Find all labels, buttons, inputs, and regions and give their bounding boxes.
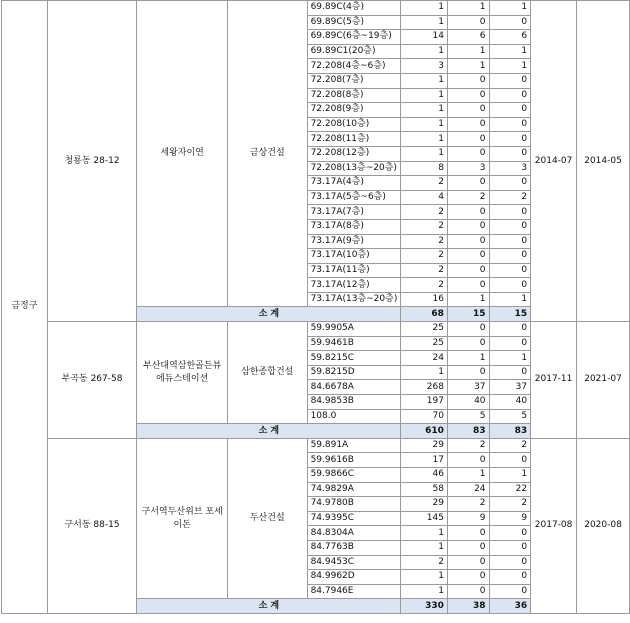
count-b-cell: 1: [447, 292, 489, 307]
supply-count-cell: 145: [401, 511, 448, 526]
count-b-cell: 0: [447, 88, 489, 103]
unit-type-cell: 74.9780B: [307, 497, 401, 512]
count-c-cell: 37: [489, 380, 531, 395]
date-b-cell: 2014-05: [577, 1, 630, 322]
supply-count-cell: 16: [401, 292, 448, 307]
unit-type-cell: 84.7763B: [307, 540, 401, 555]
count-c-cell: 9: [489, 511, 531, 526]
unit-type-cell: 59.9905A: [307, 322, 401, 337]
count-b-cell: 0: [447, 526, 489, 541]
supply-count-cell: 24: [401, 351, 448, 366]
count-c-cell: 2: [489, 497, 531, 512]
count-b-cell: 0: [447, 15, 489, 30]
date-a-cell: 2017-11: [531, 322, 577, 439]
complex-name-cell: 구서역두산위브 포세이돈: [137, 438, 228, 599]
supply-count-cell: 1: [401, 44, 448, 59]
count-c-cell: 0: [489, 234, 531, 249]
table-row: [2, 322, 630, 337]
count-b-cell: 1: [447, 351, 489, 366]
count-c-cell: 1: [489, 44, 531, 59]
unit-type-cell: 72.208(12층): [307, 146, 401, 161]
count-c-cell: 0: [489, 278, 531, 293]
unit-type-cell: 69.89C(6층~19층): [307, 30, 401, 45]
count-b-cell: 0: [447, 234, 489, 249]
unit-type-cell: 69.89C1(20층): [307, 44, 401, 59]
count-c-cell: 2: [489, 438, 531, 453]
complex-name-cell: 세왕자이연: [137, 1, 228, 307]
count-b-cell: 0: [447, 205, 489, 220]
unit-type-cell: 72.208(4층~6층): [307, 59, 401, 74]
unit-type-cell: 59.9461B: [307, 336, 401, 351]
unit-type-cell: 73.17A(5층~6층): [307, 190, 401, 205]
unit-type-cell: 73.17A(8층): [307, 219, 401, 234]
subtotal-count-c: 15: [489, 307, 531, 322]
count-b-cell: 1: [447, 44, 489, 59]
count-b-cell: 0: [447, 249, 489, 264]
subtotal-count-b: 38: [447, 599, 489, 614]
unit-type-cell: 59.8215C: [307, 351, 401, 366]
supply-count-cell: 1: [401, 146, 448, 161]
unit-type-cell: 72.208(13층~20층): [307, 161, 401, 176]
subtotal-count-c: 83: [489, 424, 531, 439]
count-b-cell: 0: [447, 540, 489, 555]
supply-count-cell: 4: [401, 190, 448, 205]
unit-type-cell: 84.9962D: [307, 570, 401, 585]
unit-type-cell: 84.7946E: [307, 584, 401, 599]
count-b-cell: 3: [447, 161, 489, 176]
date-b-cell: 2021-07: [577, 322, 630, 439]
supply-count-cell: 2: [401, 263, 448, 278]
unit-type-cell: 74.9829A: [307, 482, 401, 497]
unit-type-cell: 72.208(10층): [307, 117, 401, 132]
count-c-cell: 0: [489, 584, 531, 599]
count-c-cell: 0: [489, 103, 531, 118]
count-c-cell: 0: [489, 570, 531, 585]
count-c-cell: 0: [489, 176, 531, 191]
count-b-cell: 0: [447, 219, 489, 234]
subtotal-count-b: 83: [447, 424, 489, 439]
unit-type-cell: 84.9853B: [307, 395, 401, 410]
supply-count-cell: 2: [401, 249, 448, 264]
unit-type-cell: 84.8304A: [307, 526, 401, 541]
supply-count-cell: 1: [401, 73, 448, 88]
unit-type-cell: 73.17A(9층): [307, 234, 401, 249]
count-c-cell: 0: [489, 322, 531, 337]
date-a-cell: 2017-08: [531, 438, 577, 613]
unit-type-cell: 73.17A(11층): [307, 263, 401, 278]
count-b-cell: 6: [447, 30, 489, 45]
count-c-cell: 2: [489, 190, 531, 205]
date-b-cell: 2020-08: [577, 438, 630, 613]
table-row: [2, 1, 630, 16]
unit-type-cell: 59.891A: [307, 438, 401, 453]
subtotal-label: 소 계: [137, 307, 401, 322]
count-c-cell: 1: [489, 1, 531, 16]
count-b-cell: 0: [447, 584, 489, 599]
count-c-cell: 0: [489, 336, 531, 351]
unit-type-cell: 69.89C(4층): [307, 1, 401, 16]
supply-count-cell: 2: [401, 278, 448, 293]
count-b-cell: 5: [447, 409, 489, 424]
count-c-cell: 0: [489, 117, 531, 132]
apartment-supply-table: [1, 0, 630, 614]
count-c-cell: 0: [489, 249, 531, 264]
supply-count-cell: 197: [401, 395, 448, 410]
count-c-cell: 0: [489, 146, 531, 161]
supply-count-cell: 268: [401, 380, 448, 395]
count-c-cell: 1: [489, 468, 531, 483]
count-b-cell: 0: [447, 278, 489, 293]
unit-type-cell: 72.208(9층): [307, 103, 401, 118]
unit-type-cell: 73.17A(4층): [307, 176, 401, 191]
location-cell: 구서동 88-15: [47, 438, 137, 613]
count-b-cell: 24: [447, 482, 489, 497]
supply-count-cell: 1: [401, 15, 448, 30]
supply-count-cell: 1: [401, 584, 448, 599]
supply-count-cell: 1: [401, 365, 448, 380]
supply-count-cell: 1: [401, 1, 448, 16]
supply-count-cell: 1: [401, 540, 448, 555]
unit-type-cell: 73.17A(12층): [307, 278, 401, 293]
count-c-cell: 0: [489, 555, 531, 570]
count-b-cell: 1: [447, 468, 489, 483]
count-b-cell: 0: [447, 453, 489, 468]
count-c-cell: 1: [489, 59, 531, 74]
count-b-cell: 0: [447, 336, 489, 351]
count-b-cell: 0: [447, 570, 489, 585]
location-cell: 부곡동 267-58: [47, 322, 137, 439]
builder-cell: 두산건설: [227, 438, 307, 599]
subtotal-count-c: 36: [489, 599, 531, 614]
supply-count-cell: 1: [401, 117, 448, 132]
count-c-cell: 0: [489, 540, 531, 555]
supply-count-cell: 46: [401, 468, 448, 483]
count-c-cell: 1: [489, 292, 531, 307]
subtotal-supply: 330: [401, 599, 448, 614]
unit-type-cell: 84.9453C: [307, 555, 401, 570]
supply-count-cell: 1: [401, 526, 448, 541]
count-c-cell: 0: [489, 205, 531, 220]
count-b-cell: 0: [447, 555, 489, 570]
count-c-cell: 1: [489, 351, 531, 366]
count-c-cell: 0: [489, 132, 531, 147]
supply-count-cell: 3: [401, 59, 448, 74]
unit-type-cell: 74.9395C: [307, 511, 401, 526]
supply-count-cell: 58: [401, 482, 448, 497]
supply-count-cell: 1: [401, 88, 448, 103]
supply-count-cell: 17: [401, 453, 448, 468]
unit-type-cell: 73.17A(13층~20층): [307, 292, 401, 307]
count-b-cell: 2: [447, 438, 489, 453]
unit-type-cell: 59.9616B: [307, 453, 401, 468]
unit-type-cell: 72.208(11층): [307, 132, 401, 147]
subtotal-count-b: 15: [447, 307, 489, 322]
supply-count-cell: 14: [401, 30, 448, 45]
builder-cell: 삼한종합건설: [227, 322, 307, 424]
supply-count-cell: 25: [401, 322, 448, 337]
complex-name-cell: 부산대역삼한골든뷰 에듀스테이션: [137, 322, 228, 424]
subtotal-label: 소 계: [137, 424, 401, 439]
count-c-cell: 0: [489, 15, 531, 30]
unit-type-cell: 72.208(7층): [307, 73, 401, 88]
count-c-cell: 0: [489, 453, 531, 468]
date-a-cell: 2014-07: [531, 1, 577, 322]
count-b-cell: 0: [447, 73, 489, 88]
district-cell: 금정구: [2, 1, 48, 614]
supply-count-cell: 8: [401, 161, 448, 176]
count-c-cell: 0: [489, 219, 531, 234]
count-c-cell: 0: [489, 263, 531, 278]
count-b-cell: 0: [447, 322, 489, 337]
subtotal-supply: 68: [401, 307, 448, 322]
count-c-cell: 0: [489, 88, 531, 103]
supply-count-cell: 70: [401, 409, 448, 424]
builder-cell: 금상건설: [227, 1, 307, 307]
count-c-cell: 40: [489, 395, 531, 410]
count-b-cell: 40: [447, 395, 489, 410]
count-c-cell: 0: [489, 73, 531, 88]
count-b-cell: 0: [447, 365, 489, 380]
supply-count-cell: 1: [401, 103, 448, 118]
unit-type-cell: 73.17A(10층): [307, 249, 401, 264]
unit-type-cell: 69.89C(5층): [307, 15, 401, 30]
table-body: [2, 1, 630, 614]
subtotal-label: 소 계: [137, 599, 401, 614]
count-c-cell: 6: [489, 30, 531, 45]
unit-type-cell: 108.0: [307, 409, 401, 424]
count-c-cell: 22: [489, 482, 531, 497]
count-b-cell: 2: [447, 497, 489, 512]
unit-type-cell: 84.6678A: [307, 380, 401, 395]
count-b-cell: 37: [447, 380, 489, 395]
supply-count-cell: 25: [401, 336, 448, 351]
supply-count-cell: 2: [401, 219, 448, 234]
location-cell: 청룡동 28-12: [47, 1, 137, 322]
count-c-cell: 3: [489, 161, 531, 176]
unit-type-cell: 72.208(8층): [307, 88, 401, 103]
count-c-cell: 5: [489, 409, 531, 424]
count-c-cell: 0: [489, 365, 531, 380]
count-b-cell: 0: [447, 263, 489, 278]
count-b-cell: 0: [447, 132, 489, 147]
supply-count-cell: 2: [401, 176, 448, 191]
subtotal-supply: 610: [401, 424, 448, 439]
count-b-cell: 0: [447, 117, 489, 132]
table-row: [2, 438, 630, 453]
count-b-cell: 1: [447, 59, 489, 74]
supply-count-cell: 1: [401, 132, 448, 147]
unit-type-cell: 73.17A(7층): [307, 205, 401, 220]
supply-count-cell: 29: [401, 497, 448, 512]
count-b-cell: 9: [447, 511, 489, 526]
supply-count-cell: 29: [401, 438, 448, 453]
unit-type-cell: 59.8215D: [307, 365, 401, 380]
count-b-cell: 1: [447, 1, 489, 16]
supply-count-cell: 2: [401, 555, 448, 570]
count-b-cell: 2: [447, 190, 489, 205]
count-b-cell: 0: [447, 146, 489, 161]
supply-count-cell: 2: [401, 205, 448, 220]
count-c-cell: 0: [489, 526, 531, 541]
count-b-cell: 0: [447, 103, 489, 118]
count-b-cell: 0: [447, 176, 489, 191]
unit-type-cell: 59.9866C: [307, 468, 401, 483]
supply-count-cell: 1: [401, 570, 448, 585]
supply-count-cell: 2: [401, 234, 448, 249]
